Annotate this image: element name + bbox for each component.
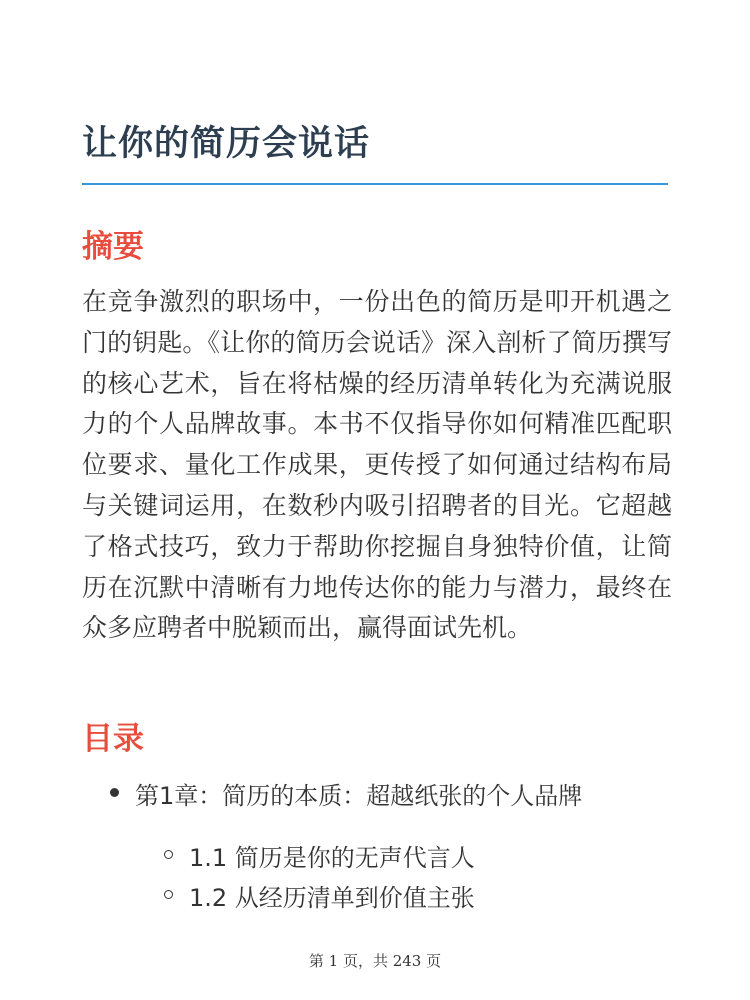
toc-section-1-1-label: 1.1 简历是你的无声代言人 — [189, 844, 475, 872]
toc-heading: 目录 — [82, 721, 144, 757]
toc-chapter-1 — [135, 776, 582, 811]
abstract-heading: 摘要 — [82, 229, 144, 265]
toc-chapter-1-label: 第1章：简历的本质：超越纸张的个人品牌 — [135, 782, 583, 810]
disc-bullet-icon — [110, 788, 119, 797]
toc-section-1-1 — [189, 838, 475, 873]
abstract-paragraph: 在竞争激烈的职场中，一份出色的简历是叩开机遇之门的钥匙。《让你的简历会说话》深入剖析了简历撰写的核心艺术，旨在将枯燥的经历清单转化为充满说服力的个人品牌故事。本书不仅指导你如何精准匹配职位要求、量化工作成果，更传授了如何通过结构布局与关键词运用，在数秒内吸引招聘者的目光。它超越了格式技巧，致力于帮助你挖掘自身独特价值，让简历在沉默中清晰有力地传达你的能力与潜力，最终在众多应聘者中脱颖而出，赢得面试先机。 — [82, 287, 672, 643]
toc-section-1-2-label: 1.2 从经历清单到价值主张 — [189, 884, 475, 912]
page-number-footer: 第 1 页，共 243 页 — [308, 952, 442, 970]
document-title: 让你的简历会说话 — [82, 124, 371, 164]
circle-bullet-icon — [164, 850, 173, 859]
title-divider — [82, 183, 668, 185]
toc-section-1-2 — [189, 878, 475, 913]
circle-bullet-icon — [164, 890, 173, 899]
